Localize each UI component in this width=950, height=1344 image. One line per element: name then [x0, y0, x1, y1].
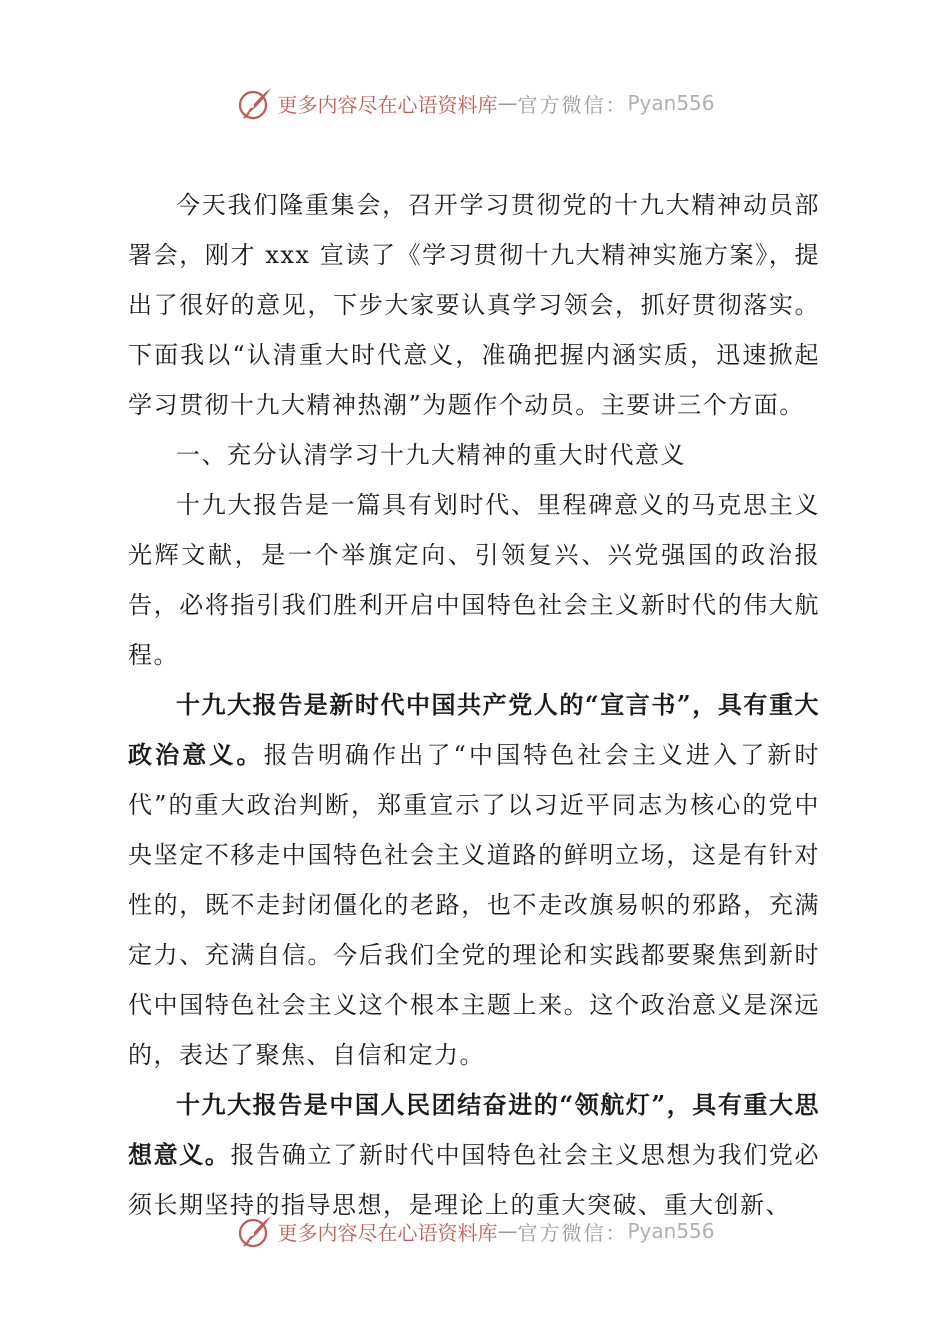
banner-wechat-label: 官方微信： — [517, 1220, 628, 1245]
banner-wechat-label: 官方微信： — [517, 92, 628, 117]
footer-banner — [0, 1211, 950, 1251]
paragraph-intro: 今天我们隆重集会，召开学习贯彻党的十九大精神动员部署会，刚才 xxx 宣读了《学习贯彻十九大精神实施方案》，提出了很好的意见，下步大家要认真学习领会，抓好贯彻落实。下面我以“认清重大时代意义，准确把握内涵实质，迅速掀起学习贯彻十九大精神热潮”为题作个动员。主要讲三个方面。 — [128, 191, 820, 419]
paragraph-ideological-significance — [128, 1080, 820, 1230]
banner-text: 更多内容尽在心语资料库 — [277, 1220, 498, 1245]
paragraph-body-text: 报告明确作出了“中国特色社会主义进入了新时代”的重大政治判断，郑重宣示了以习近平同志为核心的党中央坚定不移走中国特色社会主义道路的鲜明立场，这是有针对性的，既不走封闭僵化的老路，也不走改旗易帜的邪路，充满定力、充满自信。今后我们全党的理论和实践都要聚焦到新时代中国特色社会主义这个根本主题上来。这个政治意义是深远的，表达了聚焦、自信和定力。 — [128, 741, 820, 1069]
quill-pen-logo-icon — [235, 1211, 275, 1251]
banner-text: 更多内容尽在心语资料库 — [277, 92, 498, 117]
paragraph-report-overview: 十九大报告是一篇具有划时代、里程碑意义的马克思主义光辉文献，是一个举旗定向、引领复兴、兴党强国的政治报告，必将指引我们胜利开启中国特色社会主义新时代的伟大航程。 — [128, 491, 820, 669]
banner-wechat-id: Pyan556 — [627, 1219, 715, 1243]
document-body — [128, 180, 820, 1230]
banner-wechat-id: Pyan556 — [627, 91, 715, 115]
banner-separator: — — [497, 91, 518, 115]
section-heading-1: 一、充分认清学习十九大精神的重大时代意义 — [176, 441, 686, 469]
paragraph-lead-bold: 十九大报告是中国人民团结奋进的“领航灯”，具有重大思想意义。 — [128, 1090, 820, 1169]
header-banner — [0, 83, 950, 123]
paragraph-lead-bold: 十九大报告是新时代中国共产党人的“宣言书”，具有重大政治意义。 — [128, 690, 820, 769]
quill-pen-logo-icon — [235, 83, 275, 123]
banner-separator: — — [497, 1219, 518, 1243]
paragraph-body-text: 报告确立了新时代中国特色社会主义思想为我们党必须长期坚持的指导思想，是理论上的重大突破、重大创新、 — [128, 1141, 821, 1219]
paragraph-political-significance — [128, 680, 820, 1080]
